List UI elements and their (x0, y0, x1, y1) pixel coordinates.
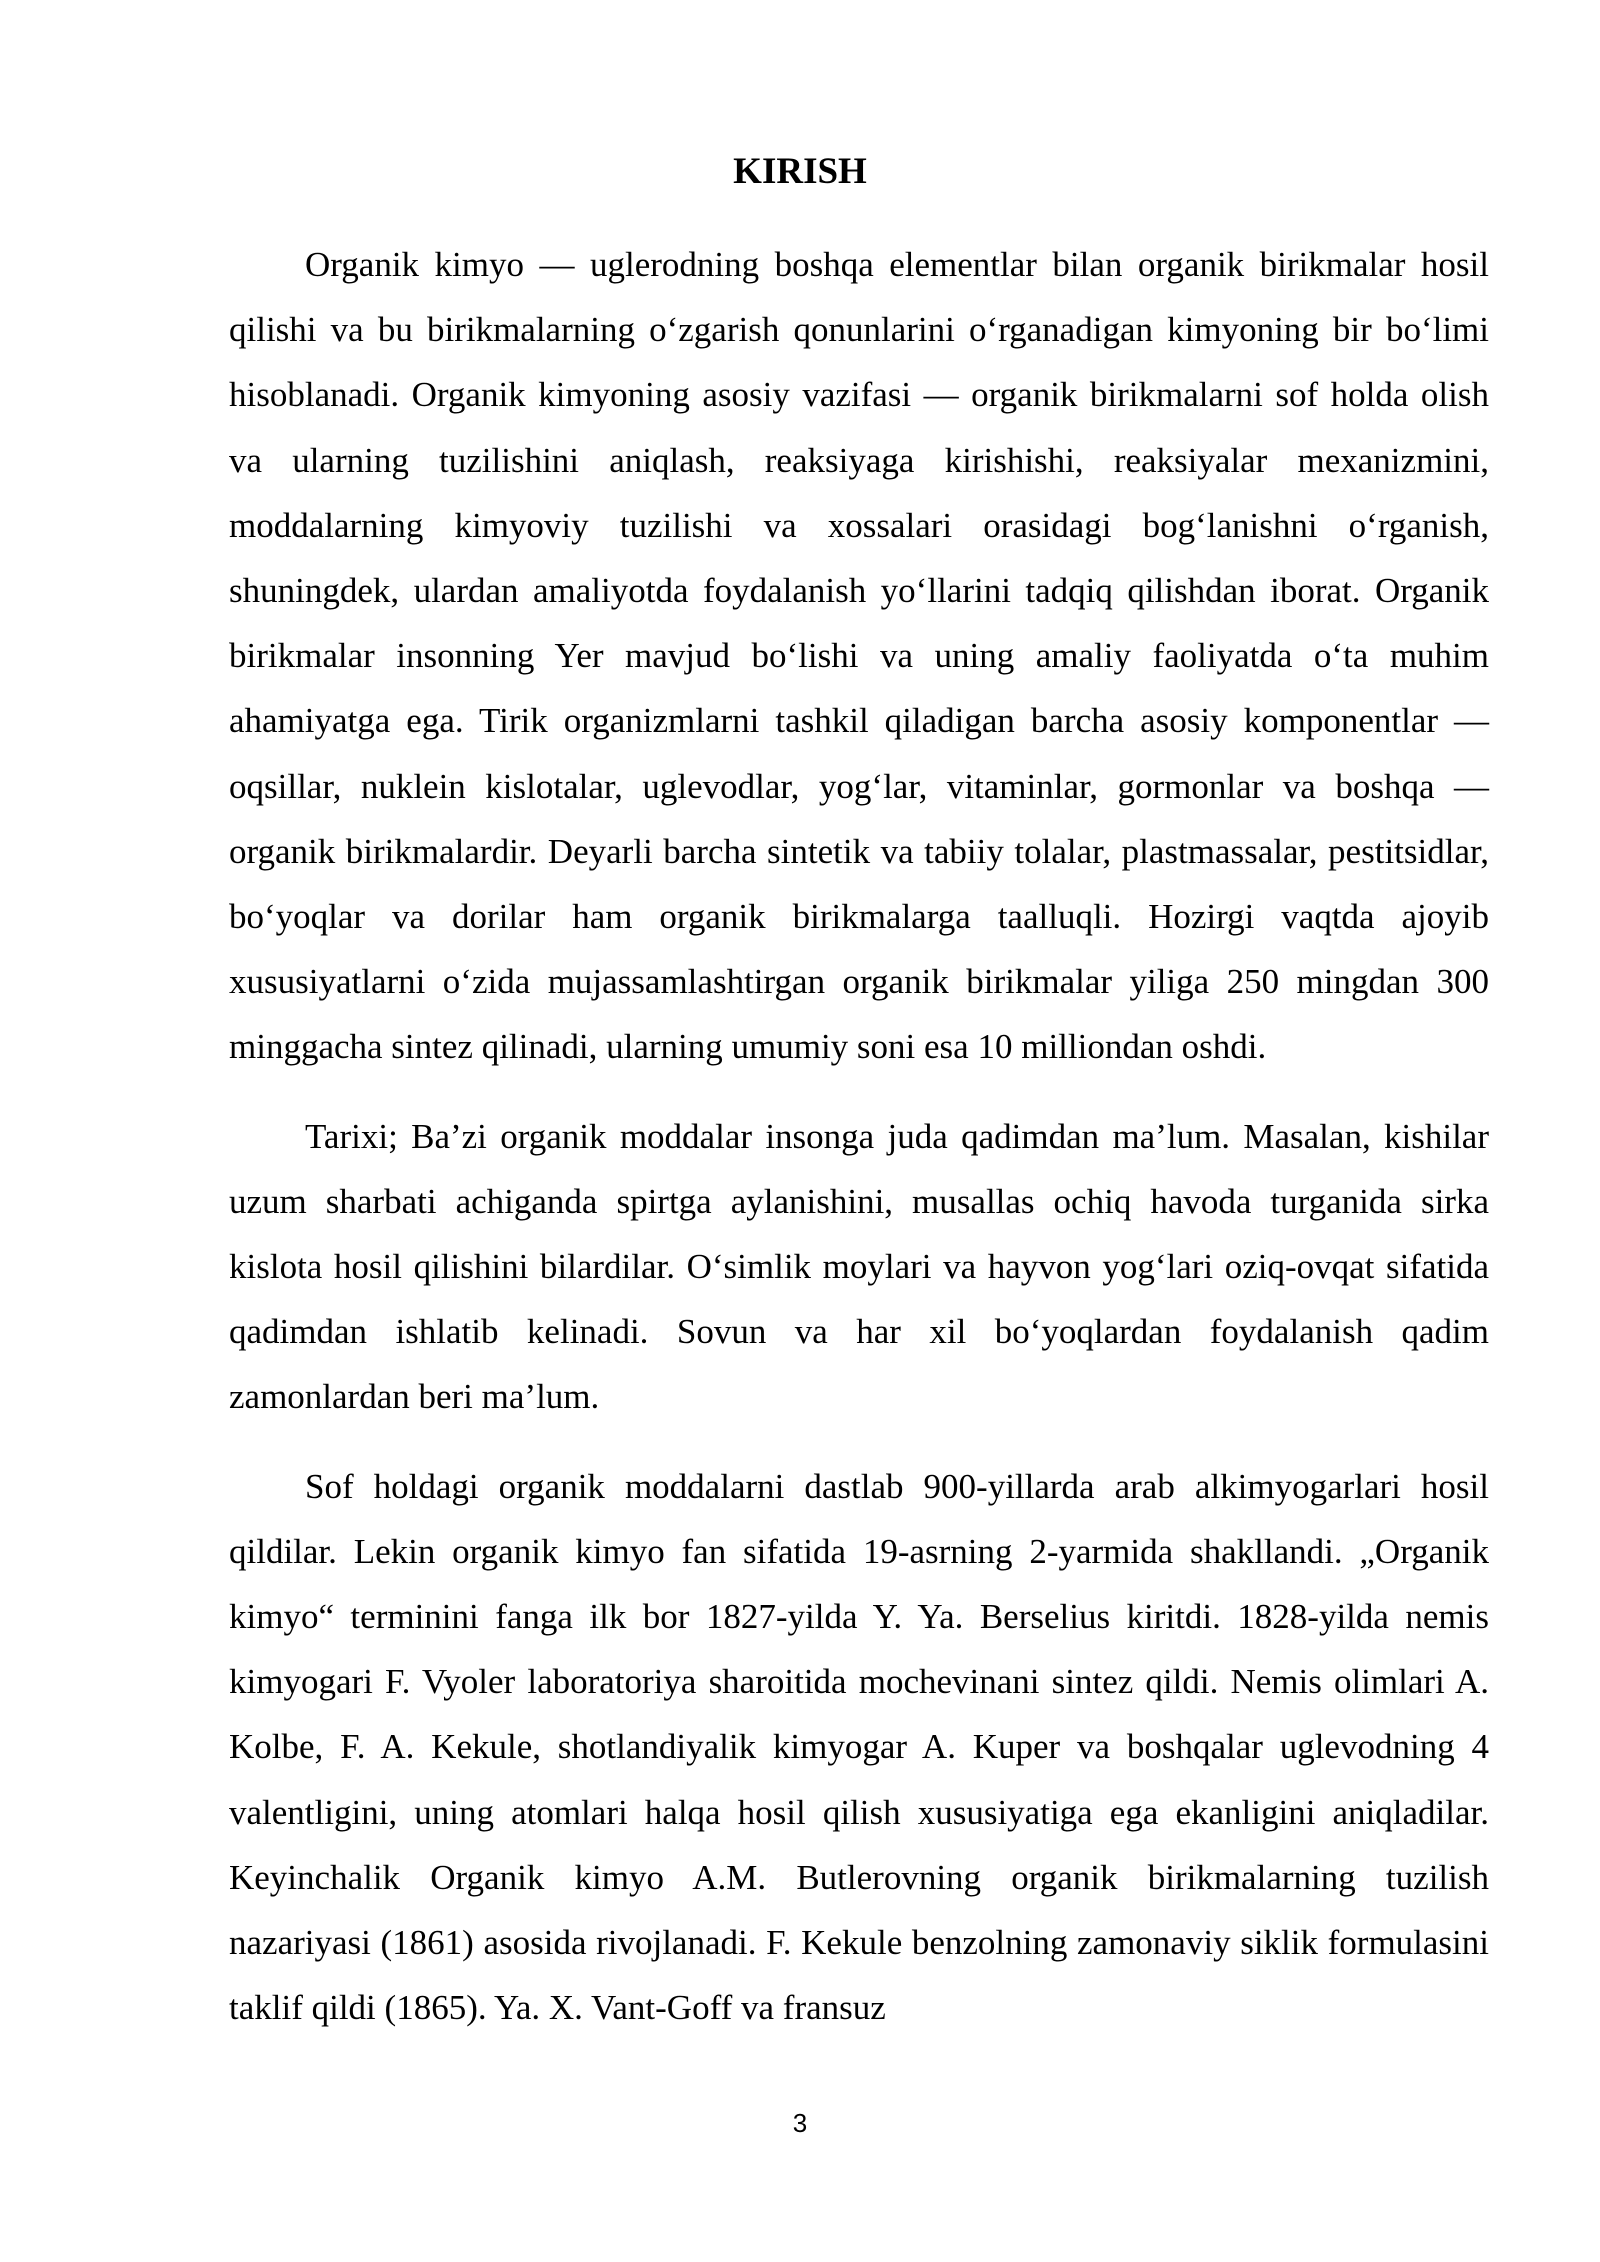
paragraph-intro: Organik kimyo — uglerodning boshqa elementlar bilan organik birikmalar hosil qilishi va bu birikmalarning oʻzgarish qonunlarini oʻrganadigan kimyoning bir boʻlimi hisoblanadi. Organik kimyoning asosiy vazifasi — organik birikmalarni sof holda olish va ularning tuzilishini aniqlash, reaksiyaga kirishishi, reaksiyalar mexanizmini, moddalarning kimyoviy tuzilishi va xossalari orasidagi bogʻlanishni oʻrganish, shuningdek, ulardan amaliyotda foydalanish yoʻllarini tadqiq qilishdan iborat. Organik birikmalar insonning Yer mavjud boʻlishi va uning amaliy faoliyatda oʻta muhim ahamiyatga ega. Tirik organizmlarni tashkil qiladigan barcha asosiy komponentlar — oqsillar, nuklein kislotalar, uglevodlar, yogʻlar, vitaminlar, gormonlar va boshqa — organik birikmalardir. Deyarli barcha sintetik va tabiiy tolalar, plastmassalar, pestitsidlar, boʻyoqlar va dorilar ham organik birikmalarga taalluqli. Hozirgi vaqtda ajoyib xususiyatlarni oʻzida mujassamlashtirgan organik birikmalar yiliga 250 mingdan 300 minggacha sintez qilinadi, ularning umumiy soni esa 10 milliondan oshdi. (229, 245, 1489, 1067)
page-number: 3 (792, 2108, 808, 2138)
paragraph-development: Sof holdagi organik moddalarni dastlab 900-yillarda arab alkimyogarlari hosil qildilar. Lekin organik kimyo fan sifatida 19-asrning 2-yarmida shakllandi. „Organik kimyo“ terminini fanga ilk bor 1827-yilda Y. Ya. Berselius kiritdi. 1828-yilda nemis kimyogari F. Vyoler laboratoriya sharoitida mochevinani sintez qildi. Nemis olimlari A. Kolbe, F. A. Kekule, shotlandiyalik kimyogar A. Kuper va boshqalar uglevodning 4 valentligini, uning atomlari halqa hosil qilish xususiyatiga ega ekanligini aniqladilar. Keyinchalik Organik kimyo A.M. Butlerovning organik birikmalarning tuzilish nazariyasi (1861) asosida rivojlanadi. F. Kekule benzolning zamonaviy siklik formulasini taklif qildi (1865). Ya. X. Vant-Goff va fransuz (229, 1466, 1489, 2028)
paragraph-history: Tarixi; Ba’zi organik moddalar insonga juda qadimdan ma’lum. Masalan, kishilar uzum sharbati achiganda spirtga aylanishini, musallas ochiq havoda turganida sirka kislota hosil qilishini bilardilar. Oʻsimlik moylari va hayvon yogʻlari oziq-ovqat sifatida qadimdan ishlatib kelinadi. Sovun va har xil boʻyoqlardan foydalanish qadim zamonlardan beri ma’lum. (229, 1116, 1489, 1417)
page-heading: KIRISH (733, 151, 867, 192)
body-text (229, 232, 1489, 2064)
